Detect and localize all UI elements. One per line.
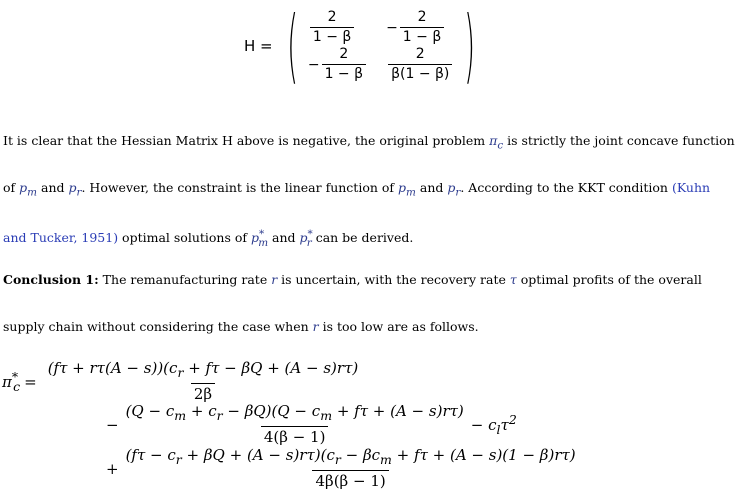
text-run: (Q − c: [125, 402, 175, 420]
fraction-term-3: [123, 446, 579, 491]
matrix-grid: [308, 9, 455, 83]
term-2-tail: [471, 412, 517, 437]
pr-var: p: [299, 230, 308, 246]
pm-var: p: [19, 180, 28, 195]
plus-sign: +: [106, 459, 119, 478]
citation-link[interactable]: (Kuhn: [671, 180, 711, 195]
matrix-cell-sign: −: [307, 56, 320, 73]
pr-var: p: [447, 180, 456, 195]
pm-subscript: m: [258, 236, 269, 249]
text-run: is strictly the joint concave function: [503, 133, 735, 148]
conclusion-line-2: [3, 317, 699, 337]
text-run: + c: [186, 402, 217, 420]
equation-term-2: [106, 402, 517, 447]
sup: 2: [508, 412, 517, 427]
text-run: is too low are as follows.: [318, 319, 479, 334]
matrix-cell-22: [386, 46, 454, 83]
matrix-cell-num: 2: [339, 46, 349, 62]
text-run: + βQ + (A − s)rτ)(c: [181, 446, 335, 464]
lhs-sup: *: [11, 369, 19, 384]
sub: m: [174, 408, 187, 423]
lhs-pi: π: [2, 373, 12, 391]
pi-symbol: π: [489, 133, 498, 148]
pm-var: p: [398, 180, 407, 195]
hessian-matrix-equation: [244, 0, 486, 92]
matrix-cell-21: [308, 46, 368, 83]
pi-c-star: [2, 369, 20, 394]
citation-link[interactable]: and Tucker, 1951): [3, 230, 119, 246]
matrix-cell-num: 2: [415, 46, 425, 62]
paragraph-1-line-3: [3, 224, 699, 253]
matrix-cell-den: 1 − β: [310, 27, 354, 46]
r-var: r: [312, 319, 319, 334]
sub: r: [175, 452, 182, 467]
pm-var: p: [250, 230, 259, 246]
pr-subscript: r: [306, 236, 312, 249]
fraction-term-2: [123, 402, 467, 447]
text-run: + fτ + (A − s)(1 − β)rτ): [391, 446, 576, 464]
term-3-numerator: [123, 446, 579, 470]
lhs-sub: c: [13, 379, 21, 394]
paragraph-1-line-2: [3, 178, 711, 203]
text-run: − βc: [340, 446, 381, 464]
matrix-cell-sign: −: [386, 19, 398, 36]
pm-subscript: m: [406, 186, 416, 199]
text-run: . According to the KKT condition: [460, 180, 672, 195]
pm-subscript: m: [27, 186, 38, 199]
pr-subscript: r: [455, 186, 461, 199]
sub: r: [216, 408, 223, 423]
sub: r: [177, 365, 184, 380]
sub: m: [320, 408, 333, 423]
text-run: The remanufacturing rate: [98, 272, 272, 287]
text-run: can be derived.: [311, 230, 414, 246]
conclusion-label: Conclusion 1:: [3, 272, 99, 287]
pi-subscript: c: [497, 139, 504, 152]
text-run: (fτ − c: [125, 446, 176, 464]
r-var: r: [271, 272, 278, 287]
text-run: optimal solutions of: [118, 230, 251, 246]
pr-var: p: [68, 180, 77, 195]
text-run: and: [37, 180, 69, 195]
text-run: + fτ − βQ + (A − s)rτ): [183, 359, 359, 377]
equation-term-3: [106, 446, 583, 491]
matrix-cell-12: [386, 9, 454, 46]
equals-sign: =: [24, 372, 37, 391]
term-2-numerator: [123, 402, 467, 426]
term-1-numerator: [45, 359, 362, 383]
term-3-denominator: 4β(β − 1): [312, 470, 388, 491]
sub: m: [380, 452, 392, 467]
term-2-denominator: 4(β − 1): [261, 426, 329, 447]
text-run: . However, the constraint is the linear function of: [81, 180, 398, 195]
term-1-denominator: 2β: [191, 383, 215, 404]
text-run: and: [268, 230, 300, 246]
matrix-cell-num: 2: [327, 9, 337, 25]
fraction-term-1: [45, 359, 362, 404]
matrix-lhs: H =: [244, 37, 273, 55]
matrix-cell-den: β(1 − β): [388, 64, 452, 83]
text-run: (fτ + rτ(A − s))(c: [47, 359, 178, 377]
conclusion-line-1: [3, 270, 702, 290]
profit-equation: [2, 355, 692, 491]
tau-var: τ: [509, 272, 517, 287]
text-run: and: [415, 180, 448, 195]
matrix-cell-num: 2: [417, 9, 427, 25]
sub: r: [334, 452, 341, 467]
sub: l: [496, 422, 501, 437]
matrix-cell-den: 1 − β: [400, 27, 444, 46]
star-superscript: *: [307, 228, 313, 240]
text-run: − βQ)(Q − c: [222, 402, 321, 420]
text-run: supply chain without considering the case when: [3, 319, 313, 334]
text-run: + fτ + (A − s)rτ): [332, 402, 464, 420]
paragraph-1-line-1: [3, 131, 735, 156]
pr-subscript: r: [76, 186, 82, 199]
matrix-right-paren: ): [464, 0, 476, 92]
minus-sign: −: [106, 415, 119, 434]
text-run: optimal profits of the overall: [516, 272, 702, 287]
text-run: is uncertain, with the recovery rate: [277, 272, 510, 287]
text-run: τ: [500, 416, 509, 434]
matrix-cell-den: 1 − β: [322, 64, 366, 83]
matrix-cell-11: [308, 9, 368, 46]
star-superscript: *: [259, 228, 265, 240]
matrix-left-paren: (: [286, 0, 298, 92]
text-run: − c: [470, 416, 497, 434]
equation-term-1: [2, 359, 365, 404]
text-run: of: [3, 180, 20, 195]
text-run: It is clear that the Hessian Matrix H above is negative, the original problem: [3, 133, 490, 148]
